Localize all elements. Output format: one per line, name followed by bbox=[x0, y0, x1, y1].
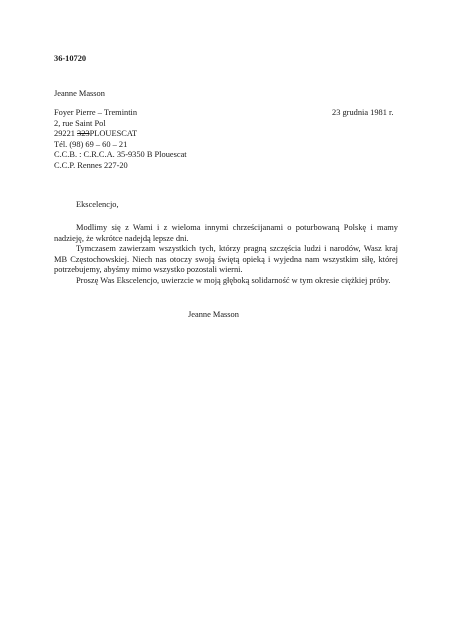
address-line-bank: C.C.B. : C.R.C.A. 35-9350 B Plouescat bbox=[54, 150, 187, 160]
document-id: 36-10720 bbox=[54, 54, 87, 63]
postal-code-struck: 323 bbox=[77, 129, 90, 139]
address-line-postal bbox=[54, 129, 394, 140]
letter-date: 23 grudnia 1981 r. bbox=[332, 108, 394, 117]
signature: Jeanne Masson bbox=[188, 310, 239, 319]
body-paragraph: Modlimy się z Wami i z wieloma innymi chrześcijanami o poturbowaną Polskę i mamy nadzieję, że wkrótce nadejdą lepsze dni. bbox=[54, 223, 398, 243]
letter-body bbox=[54, 223, 398, 287]
address-line-postal-account: C.C.P. Rennes 227-20 bbox=[54, 160, 128, 170]
address-line-foyer: Foyer Pierre – Tremintin bbox=[54, 108, 138, 117]
postal-code: 29221 bbox=[54, 129, 75, 139]
body-paragraph: Proszę Was Ekscelencjo, uwierzcie w moją głęboką solidarność w tym okresie ciężkiej próby. bbox=[76, 275, 391, 285]
address-line-street: 2, rue Saint Pol bbox=[54, 118, 106, 128]
address-line-phone: Tél. (98) 69 – 60 – 21 bbox=[54, 139, 128, 149]
body-paragraph: Tymczasem zawierzam wszystkich tych, którzy pragną szczęścia ludzi i narodów, Wasz kraj MB Częstochowskiej. Niech nas otoczy swoją świętą opieką i wyjedna nam wszystkim siłę, której potrzebujemy, abyśmy mimo wszystko pozostali wierni. bbox=[54, 244, 398, 275]
sender-name: Jeanne Masson bbox=[54, 89, 105, 98]
postal-city: PLOUESCAT bbox=[89, 129, 138, 139]
salutation: Ekscelencjo, bbox=[76, 200, 119, 209]
